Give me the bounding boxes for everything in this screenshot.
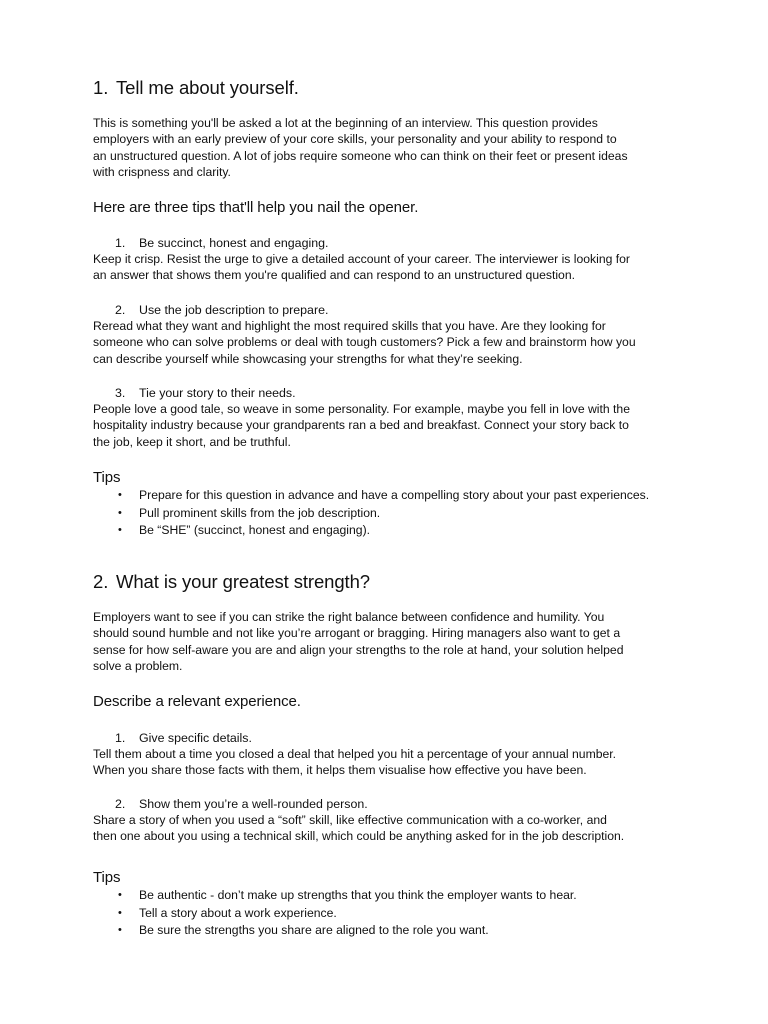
bullet-icon: • [118,524,122,536]
item-body-line: Share a story of when you used a “soft” skill, like effective communication with a co-worker, and [93,813,607,827]
section2-item2-body [93,812,693,845]
item-title-text: Show them you’re a well-rounded person. [139,797,368,811]
tip-item [93,905,577,923]
tip-text: Be authentic - don’t make up strengths that you think the employer wants to hear. [139,888,577,902]
item-body-line: someone who can solve problems or deal with tough customers? Pick a few and brainstorm how you [93,335,636,350]
section2-item1-body [93,746,693,779]
bullet-icon: • [118,924,122,936]
section2-subheading: Describe a relevant experience. [93,693,301,710]
item-body-line: Reread what they want and highlight the most required skills that you have. Are they looking for [93,319,606,333]
section1-title: Tell me about yourself. [116,77,299,98]
tip-text: Tell a story about a work experience. [139,905,337,920]
section1-item3-title [115,385,296,401]
item-body-line: the job, keep it short, and be truthful. [93,434,291,449]
section2-item1-title [115,730,252,746]
item-number: 3. [115,386,126,400]
section2-number: 2. [93,571,109,592]
item-title-text: Be succinct, honest and engaging. [139,236,329,250]
item-body-line: an answer that shows them you're qualified and can respond to an unstructured question. [93,268,576,283]
section2-tips-heading: Tips [93,869,121,886]
section1-item2-title [115,302,328,318]
section2-intro-line: solve a problem. [93,658,183,673]
section1-intro [93,115,693,180]
tip-text: Be sure the strengths you share are aligned to the role you want. [139,923,489,937]
item-body-line: can describe yourself while showcasing your strengths for what they’re seeking. [93,351,523,366]
section2-item2-title [115,796,368,812]
bullet-icon: • [118,889,122,901]
item-number: 1. [115,236,126,250]
section1-intro-line: with crispness and clarity. [93,164,231,179]
item-body-line: When you share those facts with them, it helps them visualise how effective you have been. [93,763,587,778]
section1-intro-line: employers with an early preview of your core skills, your personality and your ability to respond to [93,132,617,147]
item-body-line: Tell them about a time you closed a deal that helped you hit a percentage of your annual number. [93,747,617,761]
item-number: 1. [115,731,126,745]
item-title-text: Tie your story to their needs. [139,386,296,400]
section1-intro-line: This is something you'll be asked a lot at the beginning of an interview. This question provides [93,116,598,130]
item-number: 2. [115,797,126,811]
section2-intro [93,609,693,674]
section1-item2-body [93,318,693,367]
section1-item1-title [115,235,328,251]
item-title-text: Use the job description to prepare. [139,303,329,317]
section2-title: What is your greatest strength? [116,571,370,592]
item-number: 2. [115,303,126,317]
section2-intro-line: should sound humble and not like you’re arrogant or bragging. Hiring managers also want to get a [93,626,621,641]
tip-item [93,887,577,905]
section1-item1-body [93,251,693,284]
section1-number: 1. [93,77,109,98]
bullet-icon: • [118,489,122,501]
item-title-text: Give specific details. [139,731,252,745]
tip-item [93,487,649,505]
section1-heading [93,77,299,99]
section2-intro-line: sense for how self-aware you are and align your strengths to the role at hand, your solution helped [93,642,624,657]
section1-intro-line: an unstructured question. A lot of jobs require someone who can think on their feet or present ideas [93,148,628,163]
bullet-icon: • [118,506,122,519]
tip-item [93,522,649,540]
section1-subheading: Here are three tips that'll help you nail the opener. [93,199,419,216]
item-body-line: Keep it crisp. Resist the urge to give a detailed account of your career. The interviewer is looking for [93,252,630,266]
tip-text: Be “SHE” (succinct, honest and engaging). [139,523,371,537]
item-body-line: hospitality industry because your grandparents ran a bed and breakfast. Connect your story back to [93,418,629,433]
tip-item [93,505,649,523]
section1-tips-heading: Tips [93,469,121,486]
section2-intro-line: Employers want to see if you can strike the right balance between confidence and humility. You [93,610,605,624]
section1-tips-list [93,487,649,540]
tip-text: Prepare for this question in advance and have a compelling story about your past experiences. [139,488,650,502]
item-body-line: People love a good tale, so weave in some personality. For example, maybe you fell in love with the [93,402,630,416]
section1-item3-body [93,401,693,450]
tip-text: Pull prominent skills from the job description. [139,505,381,520]
bullet-icon: • [118,906,122,919]
item-body-line: then one about you using a technical skill, which could be anything asked for in the job description. [93,829,625,844]
tip-item [93,922,577,940]
section2-heading [93,571,370,593]
section2-tips-list [93,887,577,940]
